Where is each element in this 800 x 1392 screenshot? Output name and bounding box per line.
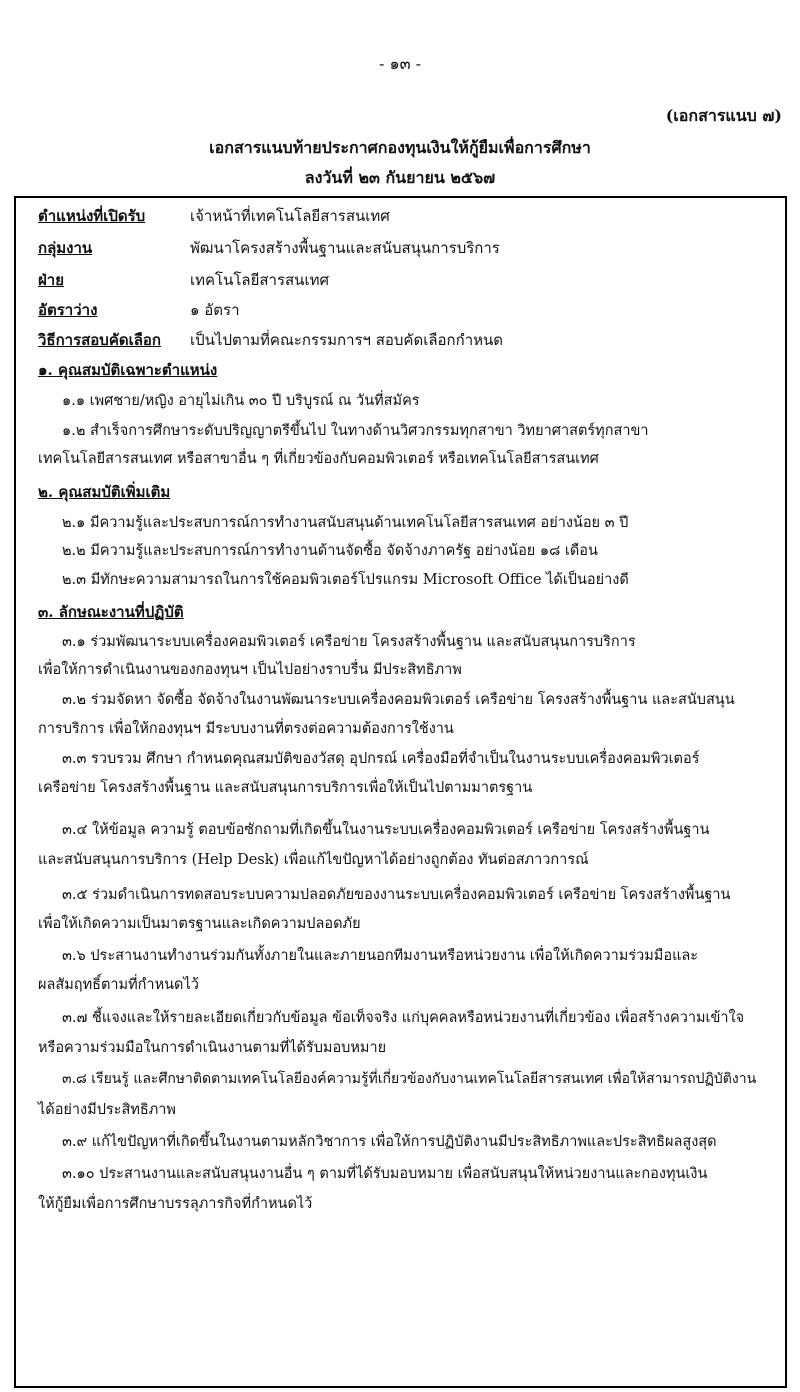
duty-line: หรือความร่วมมือในการดำเนินงานตามที่ได้รับมอบหมาย <box>38 1040 387 1056</box>
duty-line: เพื่อให้เกิดความเป็นมาตรฐานและเกิดความปลอดภัย <box>38 916 361 932</box>
qualification-line: เทคโนโลยีสารสนเทศ หรือสาขาอื่น ๆ ที่เกี่ยวข้องกับคอมพิวเตอร์ หรือเทคโนโลยีสารสนเทศ <box>38 451 599 467</box>
info-label: ฝ่าย <box>38 271 65 289</box>
duty-line: ๓.๔ ให้ข้อมูล ความรู้ ตอบข้อซักถามที่เกิดขึ้นในงานระบบเครื่องคอมพิวเตอร์ เครือข่าย โครงสร้างพื้นฐาน <box>62 822 710 838</box>
duty-line: ๓.๗ ชี้แจงและให้รายละเอียดเกี่ยวกับข้อมูล ข้อเท็จจริง แก่บุคคลหรือหน่วยงานที่เกี่ยวข้อง เพื่อสร้างความเข้าใจ <box>62 1010 745 1026</box>
duty-line: ผลสัมฤทธิ์ตามที่กำหนดไว้ <box>38 977 199 993</box>
duty-line: ๓.๑ ร่วมพัฒนาระบบเครื่องคอมพิวเตอร์ เครือข่าย โครงสร้างพื้นฐาน และสนับสนุนการบริการ <box>62 634 636 650</box>
additional-line: ๒.๒ มีความรู้และประสบการณ์การทำงานด้านจัดซื้อ จัดจ้างภาครัฐ อย่างน้อย ๑๘ เดือน <box>62 543 598 559</box>
duty-line: เพื่อให้การดำเนินงานของกองทุนฯ เป็นไปอย่างราบรื่น มีประสิทธิภาพ <box>38 662 462 678</box>
info-label: ตำแหน่งที่เปิดรับ <box>38 207 146 225</box>
qualification-line: ๑.๑ เพศชาย/หญิง อายุไม่เกิน ๓๐ ปี บริบูรณ์ ณ วันที่สมัคร <box>62 393 420 409</box>
info-row-vacancy <box>38 298 240 322</box>
info-row-group <box>38 236 500 260</box>
section-heading-qualifications: ๑. คุณสมบัติเฉพาะตำแหน่ง <box>38 361 218 379</box>
document-date: ลงวันที่ ๒๓ กันยายน ๒๕๖๗ <box>304 168 496 187</box>
info-label: วิธีการสอบคัดเลือก <box>38 331 162 349</box>
info-label: อัตราว่าง <box>38 301 98 319</box>
info-value: เทคโนโลยีสารสนเทศ <box>190 271 329 289</box>
duty-line: ได้อย่างมีประสิทธิภาพ <box>38 1102 176 1118</box>
page-number: - ๑๓ - <box>378 54 422 73</box>
duty-line: ๓.๓ รวบรวม ศึกษา กำหนดคุณสมบัติของวัสดุ อุปกรณ์ เครื่องมือที่จำเป็นในงานระบบเครื่องคอมพิวเตอร์ <box>62 751 700 767</box>
section-heading-additional: ๒. คุณสมบัติเพิ่มเติม <box>38 483 171 501</box>
info-value: พัฒนาโครงสร้างพื้นฐานและสนับสนุนการบริการ <box>190 239 500 257</box>
duty-line: ๓.๕ ร่วมดำเนินการทดสอบระบบความปลอดภัยของงานระบบเครื่องคอมพิวเตอร์ เครือข่าย โครงสร้างพื้นฐาน <box>62 887 731 903</box>
duty-line: ให้กู้ยืมเพื่อการศึกษาบรรลุภารกิจที่กำหนดไว้ <box>38 1196 313 1212</box>
info-row-selection-method <box>38 328 503 352</box>
info-value: ๑ อัตรา <box>190 301 240 319</box>
job-details-box <box>14 196 787 1388</box>
duty-line: ๓.๒ ร่วมจัดหา จัดซื้อ จัดจ้างในงานพัฒนาระบบเครื่องคอมพิวเตอร์ เครือข่าย โครงสร้างพื้นฐาน และสนับสนุน <box>62 692 735 708</box>
info-value: เจ้าหน้าที่เทคโนโลยีสารสนเทศ <box>190 207 390 225</box>
additional-line: ๒.๑ มีความรู้และประสบการณ์การทำงานสนับสนุนด้านเทคโนโลยีสารสนเทศ อย่างน้อย ๓ ปี <box>62 515 629 531</box>
annex-label: (เอกสารแนบ ๗) <box>665 106 782 125</box>
duty-line: และสนับสนุนการบริการ (Help Desk) เพื่อแก้ไขปัญหาได้อย่างถูกต้อง ทันต่อสภาวการณ์ <box>38 852 589 868</box>
document-title: เอกสารแนบท้ายประกาศกองทุนเงินให้กู้ยืมเพื่อการศึกษา <box>209 138 591 157</box>
qualification-line: ๑.๒ สำเร็จการศึกษาระดับปริญญาตรีขึ้นไป ในทางด้านวิศวกรรมทุกสาขา วิทยาศาสตร์ทุกสาขา <box>62 423 649 439</box>
duty-line: ๓.๙ แก้ไขปัญหาที่เกิดขึ้นในงานตามหลักวิชาการ เพื่อให้การปฏิบัติงานมีประสิทธิภาพและประสิทธิผลสูงสุด <box>62 1134 717 1150</box>
section-heading-duties: ๓. ลักษณะงานที่ปฏิบัติ <box>38 603 184 621</box>
duty-line: เครือข่าย โครงสร้างพื้นฐาน และสนับสนุนการบริการเพื่อให้เป็นไปตามมาตรฐาน <box>38 780 533 796</box>
info-label: กลุ่มงาน <box>38 239 93 257</box>
duty-line: การบริการ เพื่อให้กองทุนฯ มีระบบงานที่ตรงต่อความต้องการใช้งาน <box>38 721 454 737</box>
info-value: เป็นไปตามที่คณะกรรมการฯ สอบคัดเลือกกำหนด <box>190 331 504 349</box>
additional-line: ๒.๓ มีทักษะความสามารถในการใช้คอมพิวเตอร์โปรแกรม Microsoft Office ได้เป็นอย่างดี <box>62 572 629 588</box>
info-row-position <box>38 204 390 228</box>
duty-line: ๓.๑๐ ประสานงานและสนับสนุนงานอื่น ๆ ตามที่ได้รับมอบหมาย เพื่อสนับสนุนให้หน่วยงานและกองทุนเงิน <box>62 1166 708 1182</box>
duty-line: ๓.๘ เรียนรู้ และศึกษาติดตามเทคโนโลยีองค์ความรู้ที่เกี่ยวข้องกับงานเทคโนโลยีสารสนเทศ เพื่อให้สามารถปฏิบัติงาน <box>62 1071 757 1087</box>
duty-line: ๓.๖ ประสานงานทำงานร่วมกันทั้งภายในและภายนอกทีมงานหรือหน่วยงาน เพื่อให้เกิดความร่วมมือและ <box>62 948 699 964</box>
info-row-department <box>38 268 329 292</box>
